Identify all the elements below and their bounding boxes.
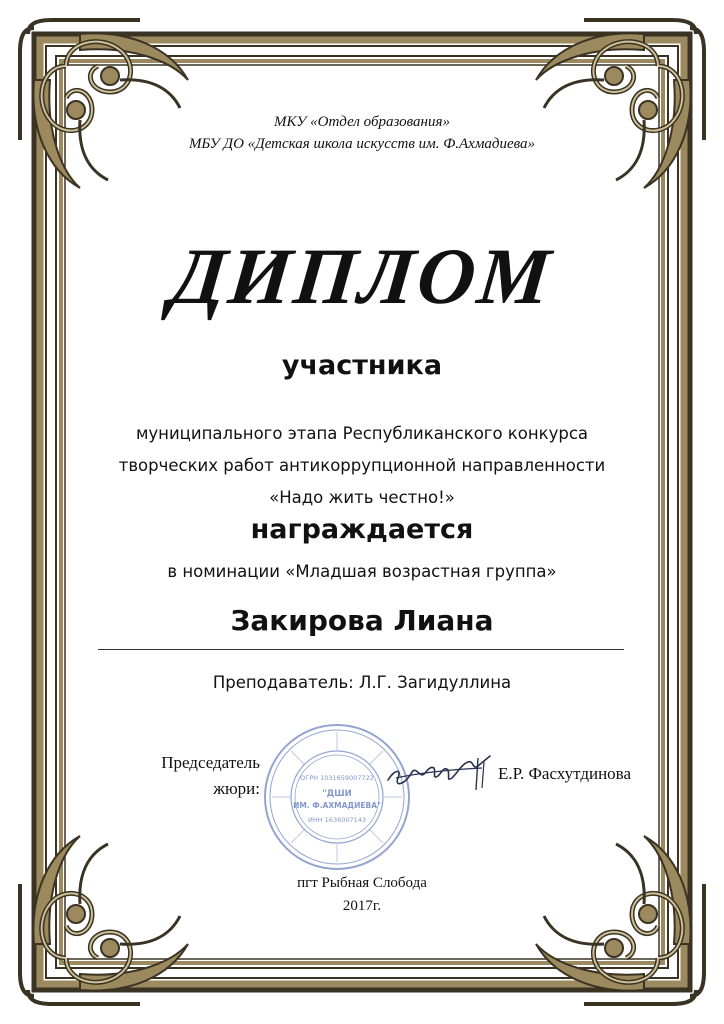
jury-chair-label	[130, 750, 260, 802]
signature-icon	[384, 748, 494, 798]
jury-chair-label-line-1: Председатель	[161, 753, 260, 772]
name-underline	[98, 649, 624, 650]
recipient-name: Закирова Лиана	[230, 604, 494, 637]
stamp-center-line-2: ИМ. Ф.АХМАДИЕВА"	[293, 801, 381, 810]
competition-motto: «Надо жить честно!»	[269, 488, 455, 507]
stamp-ogrn: ОГРН 1031659007722	[300, 774, 374, 782]
competition-description-line-1: муниципального этапа Республиканского конкурса	[135, 424, 589, 443]
place-name: пгт Рыбная Слобода	[297, 875, 427, 891]
awarded-label: награждается	[250, 514, 474, 545]
jury-chair-label-line-2: жюри:	[213, 779, 260, 798]
teacher-line: Преподаватель: Л.Г. Загидуллина	[212, 673, 512, 692]
diploma-year: 2017г.	[342, 898, 382, 914]
competition-description-line-2: творческих работ антикоррупционной направленности	[118, 456, 606, 475]
diploma-title: ДИПЛОМ	[166, 233, 558, 321]
diploma-subtitle: участника	[281, 350, 443, 381]
nomination-text: в номинации «Младшая возрастная группа»	[167, 562, 557, 581]
jury-chair-name: Е.Р. Фасхутдинова	[498, 764, 632, 783]
stamp-center-line-1: "ДШИ	[322, 789, 352, 799]
stamp-inn: ИНН 1636007143	[307, 816, 367, 824]
organization-line-1: МКУ «Отдел образования»	[274, 114, 450, 130]
organization-line-2: МБУ ДО «Детская школа искусств им. Ф.Ахмадиева»	[188, 136, 536, 152]
